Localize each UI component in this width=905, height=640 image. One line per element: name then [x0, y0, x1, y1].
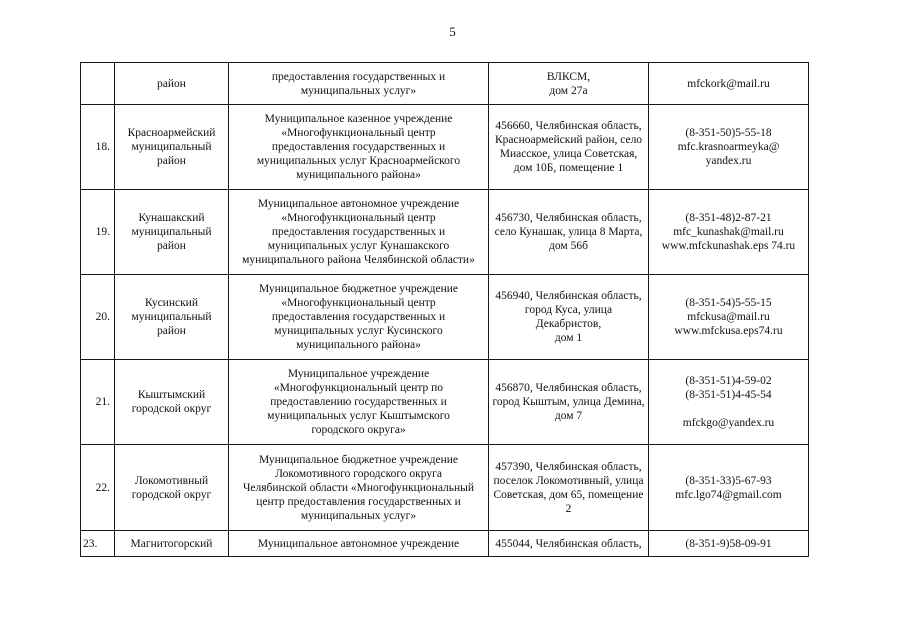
institution-name: Муниципальное учреждение «Многофункциональный центр по предоставлению государственных и муниципальных услуг Кыштымского городского округа» [229, 360, 489, 445]
row-number: 19. [81, 190, 115, 275]
mfc-directory-table [80, 62, 809, 557]
institution-contacts: (8-351-33)5-67-93 mfc.lgo74@gmail.com [649, 445, 809, 531]
institution-address: ВЛКСМ, дом 27а [489, 63, 649, 105]
table-row [81, 63, 809, 105]
table-row [81, 275, 809, 360]
page-number: 5 [449, 24, 456, 39]
municipality-name: Локомотивный городской округ [115, 445, 229, 531]
row-number: 18. [81, 105, 115, 190]
institution-address: 456660, Челябинская область, Красноармейский район, село Миасское, улица Советская, дом 10Б, помещение 1 [489, 105, 649, 190]
table-row [81, 445, 809, 531]
institution-name: Муниципальное казенное учреждение «Многофункциональный центр предоставления государственных и муниципальных услуг Красноармейского муниципального района» [229, 105, 489, 190]
institution-name: Муниципальное бюджетное учреждение «Многофункциональный центр предоставления государственных и муниципальных услуг Кусинского муниципального района» [229, 275, 489, 360]
municipality-name: Кусинский муниципальный район [115, 275, 229, 360]
row-number: 21. [81, 360, 115, 445]
institution-address: 455044, Челябинская область, [489, 531, 649, 557]
institution-contacts: (8-351-54)5-55-15 mfckusa@mail.ru www.mfckusa.eps74.ru [649, 275, 809, 360]
institution-address: 456940, Челябинская область, город Куса, улица Декабристов, дом 1 [489, 275, 649, 360]
institution-address: 456870, Челябинская область, город Кыштым, улица Демина, дом 7 [489, 360, 649, 445]
institution-contacts: (8-351-48)2-87-21 mfc_kunashak@mail.ru www.mfckunashak.eps 74.ru [649, 190, 809, 275]
row-number: 22. [81, 445, 115, 531]
institution-name: Муниципальное автономное учреждение «Многофункциональный центр предоставления государственных и муниципальных услуг Кунашакского муниципального района Челябинской области» [229, 190, 489, 275]
table-row [81, 360, 809, 445]
table-row [81, 105, 809, 190]
municipality-name: Магнитогорский [115, 531, 229, 557]
municipality-name: Красноармейский муниципальный район [115, 105, 229, 190]
municipality-name: Кыштымский городской округ [115, 360, 229, 445]
institution-contacts: (8-351-51)4-59-02 (8-351-51)4-45-54 mfckgo@yandex.ru [649, 360, 809, 445]
institution-name: предоставления государственных и муниципальных услуг» [229, 63, 489, 105]
institution-contacts: mfckork@mail.ru [649, 63, 809, 105]
municipality-name: район [115, 63, 229, 105]
municipality-name: Кунашакский муниципальный район [115, 190, 229, 275]
table-row [81, 190, 809, 275]
row-number: 20. [81, 275, 115, 360]
row-number: 23. [81, 531, 115, 557]
row-number [81, 63, 115, 105]
institution-address: 457390, Челябинская область, поселок Локомотивный, улица Советская, дом 65, помещение 2 [489, 445, 649, 531]
institution-name: Муниципальное бюджетное учреждение Локомотивного городского округа Челябинской области «Многофункциональный центр предоставления государственных и муниципальных услуг» [229, 445, 489, 531]
institution-contacts: (8-351-9)58-09-91 [649, 531, 809, 557]
institution-contacts: (8-351-50)5-55-18 mfc.krasnoarmeyka@ yandex.ru [649, 105, 809, 190]
table-row [81, 531, 809, 557]
institution-name: Муниципальное автономное учреждение [229, 531, 489, 557]
institution-address: 456730, Челябинская область, село Кунашак, улица 8 Марта, дом 56б [489, 190, 649, 275]
